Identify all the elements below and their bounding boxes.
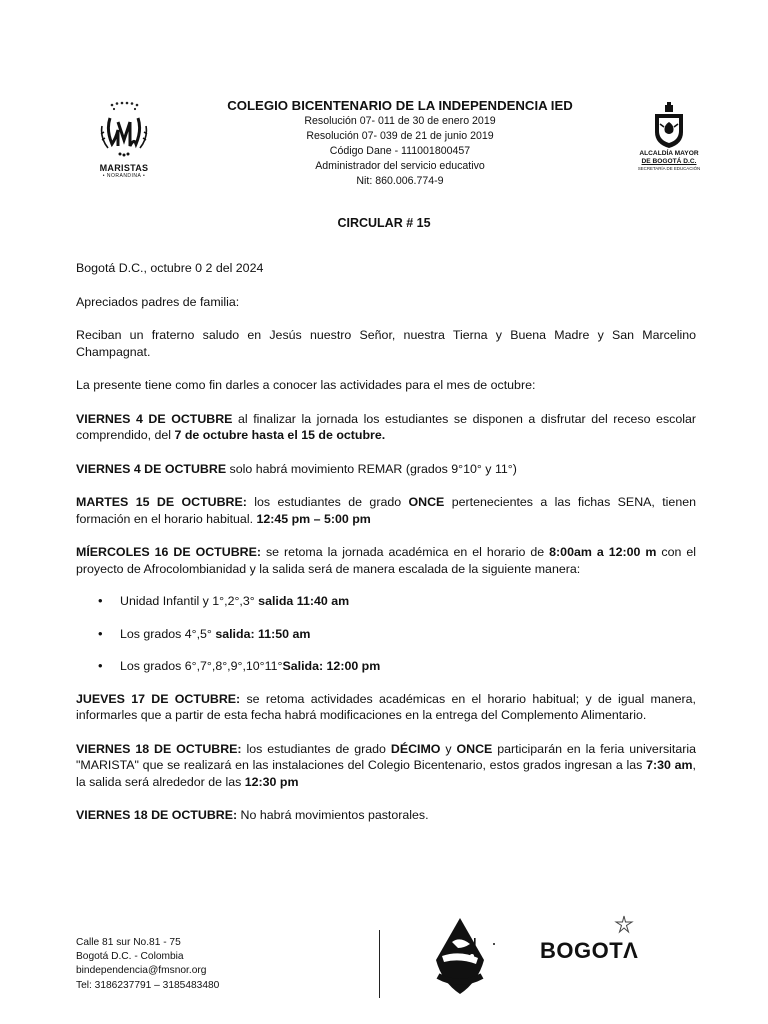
letterhead — [200, 97, 600, 189]
header-line: Resolución 07- 011 de 30 de enero 2019 — [304, 115, 496, 127]
bold-text: MÍERCOLES 16 DE OCTUBRE: — [76, 545, 261, 559]
purpose-paragraph: La presente tiene como fin darles a conocer las actividades para el mes de octubre: — [76, 378, 536, 392]
circular-title: CIRCULAR # 15 — [337, 216, 431, 230]
text: se retoma actividades académicas en el horario habitual; y de igual manera, informarles que a partir de esta fecha habrá modificaciones en la entrega del Complemento Alimentario. — [76, 691, 696, 722]
paragraph-oct17 — [76, 691, 696, 724]
bold-text: 12:45 pm – 5:00 pm — [256, 511, 371, 526]
maristas-logo — [88, 100, 160, 192]
maristas-logo-sub: • NORANDINA • — [102, 173, 146, 179]
list-item — [76, 593, 696, 610]
text: los estudiantes de grado — [246, 495, 409, 509]
footer-address — [76, 936, 219, 993]
alcaldia-line1: ALCALDÍA MAYOR — [639, 150, 699, 157]
phone-line: Tel: 3186237791 – 3185483480 — [76, 979, 220, 991]
header-line: Resolución 07- 039 de 21 de junio 2019 — [306, 130, 494, 142]
bold-text: salida 11:40 am — [258, 594, 350, 608]
email-line: bindependencia@fmsnor.org — [76, 965, 207, 977]
bold-text: VIERNES 18 DE OCTUBRE: — [76, 741, 242, 756]
paragraph-oct15 — [76, 494, 696, 527]
date-line: Bogotá D.C., octubre 0 2 del 2024 — [76, 261, 264, 275]
bold-text: 8:00am a 12:00 m — [549, 545, 657, 559]
text: participarán en la feria universitaria "MARISTA" que se realizará en las instalaciones del Colegio Bicentenario, estos grados ingresan a las — [76, 741, 696, 772]
paragraph-oct4-remar — [76, 461, 696, 478]
text: solo habrá movimiento REMAR (grados 9°10° y 11°) — [226, 461, 517, 476]
bold-text: DÉCIMO — [390, 741, 441, 756]
text: Los grados 6°,7°,8°,9°,10°11° — [120, 659, 283, 673]
footer-divider — [379, 930, 380, 998]
text: al finalizar la jornada los estudiantes se disponen a disfrutar del receso escolar comprendido, del — [76, 411, 696, 442]
maristas-logo-name: MARISTAS — [99, 163, 149, 173]
text: No habrá movimientos pastorales. — [237, 808, 429, 822]
bold-text: ONCE — [408, 495, 445, 509]
text: Unidad Infantil y 1°,2°,3° — [120, 594, 259, 608]
bold-text: VIERNES 4 DE OCTUBRE — [76, 461, 227, 476]
header-line: Nit: 860.006.774-9 — [356, 175, 444, 187]
text: pertenecientes a las fichas SENA, tienen formación en el horario habitual. — [76, 495, 696, 526]
bold-text: Salida: 12:00 pm — [282, 659, 381, 673]
bold-text: VIERNES 18 DE OCTUBRE: — [76, 808, 238, 822]
bold-text: salida: 11:50 am — [215, 626, 311, 641]
text: y — [440, 741, 457, 756]
school-emblem-icon — [418, 912, 502, 1002]
paragraph-oct16 — [76, 544, 696, 577]
bicentenario-school-logo — [418, 912, 502, 1002]
bogota-star-icon — [614, 914, 634, 934]
bogota-last-letter: Λ — [623, 938, 639, 963]
text: , la salida será alrededor de las — [76, 758, 696, 789]
list-item — [76, 658, 696, 675]
text: los estudiantes de grado — [241, 741, 391, 756]
bold-text: 12:30 pm — [244, 774, 299, 789]
letter-body — [76, 260, 696, 824]
text: Los grados 4°,5° — [120, 626, 216, 641]
bold-text: 7:30 am — [646, 758, 693, 772]
alcaldia-logo — [626, 100, 712, 172]
greeting: Apreciados padres de familia: — [76, 294, 240, 309]
bogota-text: BOGOT — [540, 938, 624, 963]
maristas-emblem-icon — [96, 100, 152, 162]
bold-text: 7 de octubre hasta el 15 de octubre. — [174, 428, 386, 442]
bold-text: JUEVES 17 DE OCTUBRE: — [76, 691, 241, 706]
bogota-coat-of-arms-icon — [647, 100, 691, 150]
alcaldia-line2: DE BOGOTÁ D.C. — [641, 158, 697, 165]
header-line: Código Dane - 111001800457 — [329, 145, 471, 157]
bogota-wordmark — [540, 938, 638, 964]
school-name: COLEGIO BICENTENARIO DE LA INDEPENDENCIA IED — [227, 98, 573, 113]
dismissal-schedule-list — [76, 593, 696, 675]
bold-text: ONCE — [456, 741, 493, 756]
bold-text: VIERNES 4 DE OCTUBRE — [76, 411, 233, 426]
address-line: Calle 81 sur No.81 - 75 — [76, 937, 181, 948]
header-line: Administrador del servicio educativo — [315, 160, 485, 172]
paragraph-oct18-pastoral — [76, 807, 696, 824]
intro-paragraph: Reciban un fraterno saludo en Jesús nuestro Señor, nuestra Tierna y Buena Madre y San Marcelino Champagnat. — [76, 328, 696, 359]
alcaldia-line3: SECRETARÍA DE EDUCACIÓN — [637, 166, 701, 171]
address-line: Bogotá D.C. - Colombia — [76, 951, 184, 963]
paragraph-oct4-receso — [76, 411, 696, 444]
text: se retoma la jornada académica en el horario de — [261, 545, 550, 559]
list-item — [76, 626, 696, 643]
paragraph-oct18-feria — [76, 741, 696, 791]
text: con el proyecto de Afrocolombianidad y la salida será de manera escalada de la siguiente manera: — [76, 545, 697, 576]
bold-text: MARTES 15 DE OCTUBRE: — [76, 495, 247, 509]
